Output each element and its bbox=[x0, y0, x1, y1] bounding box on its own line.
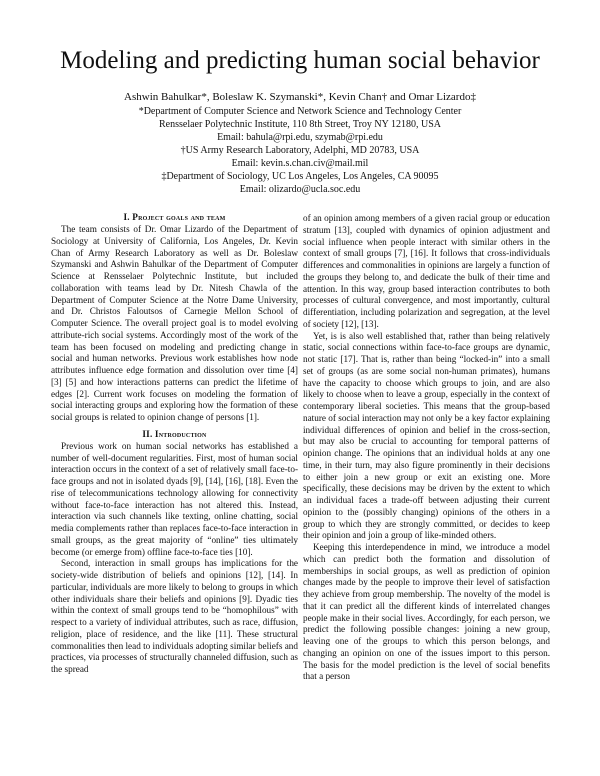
section-heading: I. Project goals and team bbox=[123, 212, 226, 222]
left-column bbox=[51, 211, 298, 676]
section-heading: II. Introduction bbox=[142, 428, 207, 439]
paragraph: The team consists of Dr. Omar Lizardo of the Department of Sociology at University of California, Los Angeles, Dr. Kevin Chan of Army Research Laboratory as well as Dr. Boleslaw Szymanski and Ashwin Bahulkar of the Department of Computer Science at Rensselaer Polytechnic Institute, but included collaboration with teams lead by Dr. Nitesh Chawla of the Department of Computer Science at the Notre Dame University, and Dr. Christos Faloutsos of Carnegie Mellon School of Computer Science. The overall project goal is to model evolving attribute-rich social systems. Accordingly most of the work of the team has been focused on modeling and predicting change in social and human networks. Previous work establishes how node attributes influence edge formation and dissolution over time [4] [3] [5] and how interactions patterns can predict the lifetime of edges [2]. Current work focuses on modeling the formation of social interacting groups and exploring how the formation of these social groups is related to opinion change of persons [1]. bbox=[51, 224, 298, 422]
affiliation-line: *Department of Computer Science and Network Science and Technology Center bbox=[138, 106, 462, 117]
author-list: Ashwin Bahulkar*, Boleslaw K. Szymanski*, Kevin Chan† and Omar Lizardo‡ bbox=[124, 91, 476, 103]
email-line: Email: olizardo@ucla.soc.edu bbox=[239, 184, 361, 195]
email-line: Email: bahula@rpi.edu, szymab@rpi.edu bbox=[217, 132, 383, 143]
affiliation-line: ‡Department of Sociology, UC Los Angeles, Los Angeles, CA 90095 bbox=[161, 171, 439, 182]
affiliation-line: Rensselaer Polytechnic Institute, 110 8th Street, Troy NY 12180, USA bbox=[158, 119, 442, 130]
paragraph: Second, interaction in small groups has implications for the society-wide distribution of beliefs and opinions [12], [14]. In particular, individuals are more likely to belong to groups in which other individuals share their beliefs and opinions [9]. Dyadic ties within the context of small groups tend to be “homophilous” with respect to a variety of individual attributes, such as race, diffusion, religion, place of residence, and the like [11]. These structural commonalities then lead to individuals adopting similar beliefs and practices, via processes of structurally channeled diffusion, such as the spread bbox=[51, 558, 298, 674]
author-block bbox=[60, 90, 540, 196]
paragraph: Previous work on human social networks has established a number of well-document regularities. First, most of human social interaction occurs in the context of a set of relatively small face-to-face groups and not in isolated dyads [9], [14], [16], [18]. Even the rise of telecommunications technology allowing for connectivity without face-to-face interaction has not altered this. Instead, interaction via such channels like texting, online chatting, social media complements rather than replaces face-to-face interaction in small groups, as the great majority of “online” ties ultimately become (or emerge from) offline face-to-face ties [10]. bbox=[51, 440, 298, 557]
paragraph: Yet, is is also well established that, rather than being relatively static, social connections within face-to-face groups are dynamic, not static [17]. That is, rather than being “locked-in” into a small set of groups (as are some social non-human primates), humans have the capacity to choose which groups to join, and are also likely to choose when to leave a group, especially in the context of contemporary liberal societies. This means that the group-based nature of social interaction may not only be a key factor explaining individual differences of opinion and belief in the cross-section, but may also be crucial to accounting for temporal patterns of opinion change. The opinions that an individual holds at any one time, in their turn, may also figure prominently in their decisions to either join a new group or exit an existing one. More specifically, these decisions may be driven by the extent to which an individual faces a trade-off between adjusting their current opinion to the (possibly changing) opinions of the others in a group to which they are strongly committed, or decides to keep their opinion and join a group of like-minded others. bbox=[303, 330, 550, 541]
right-column bbox=[303, 213, 550, 683]
paper-title: Modeling and predicting human social behavior bbox=[60, 47, 540, 74]
affiliation-line: †US Army Research Laboratory, Adelphi, MD 20783, USA bbox=[180, 145, 420, 156]
paragraph-continuation: of an opinion among members of a given racial group or education stratum [13], coupled with dynamics of opinion adjustment and social influence when people interact with similar others in the context of small groups [7], [16]. It follows that cross-individuals differences and commonalities in opinions are largely a function of the groups they belong to, and dedicate the bulk of their time and attention. In this way, group based interaction contributes to both processes of cultural convergence, and most importantly, cultural differentiation, including polarization and segregation, at the level of society [12], [13]. bbox=[303, 213, 550, 329]
paragraph: Keeping this interdependence in mind, we introduce a model which can predict both the formation and dissolution of memberships in social groups, as well as prediction of opinion changes made by the people to improve their level of satisfaction they achieve from group membership. The novelty of the model is that it can predict all the different kinds of interrelated changes people make in their social lives. Accordingly, for each person, we predict the following possible changes: joining a new group, leaving one of the groups to which this person belongs, and changing an opinion on one of the issues import to this person. The basis for the model prediction is the level of social benefits that a person bbox=[303, 542, 550, 682]
email-line: Email: kevin.s.chan.civ@mail.mil bbox=[231, 158, 369, 169]
